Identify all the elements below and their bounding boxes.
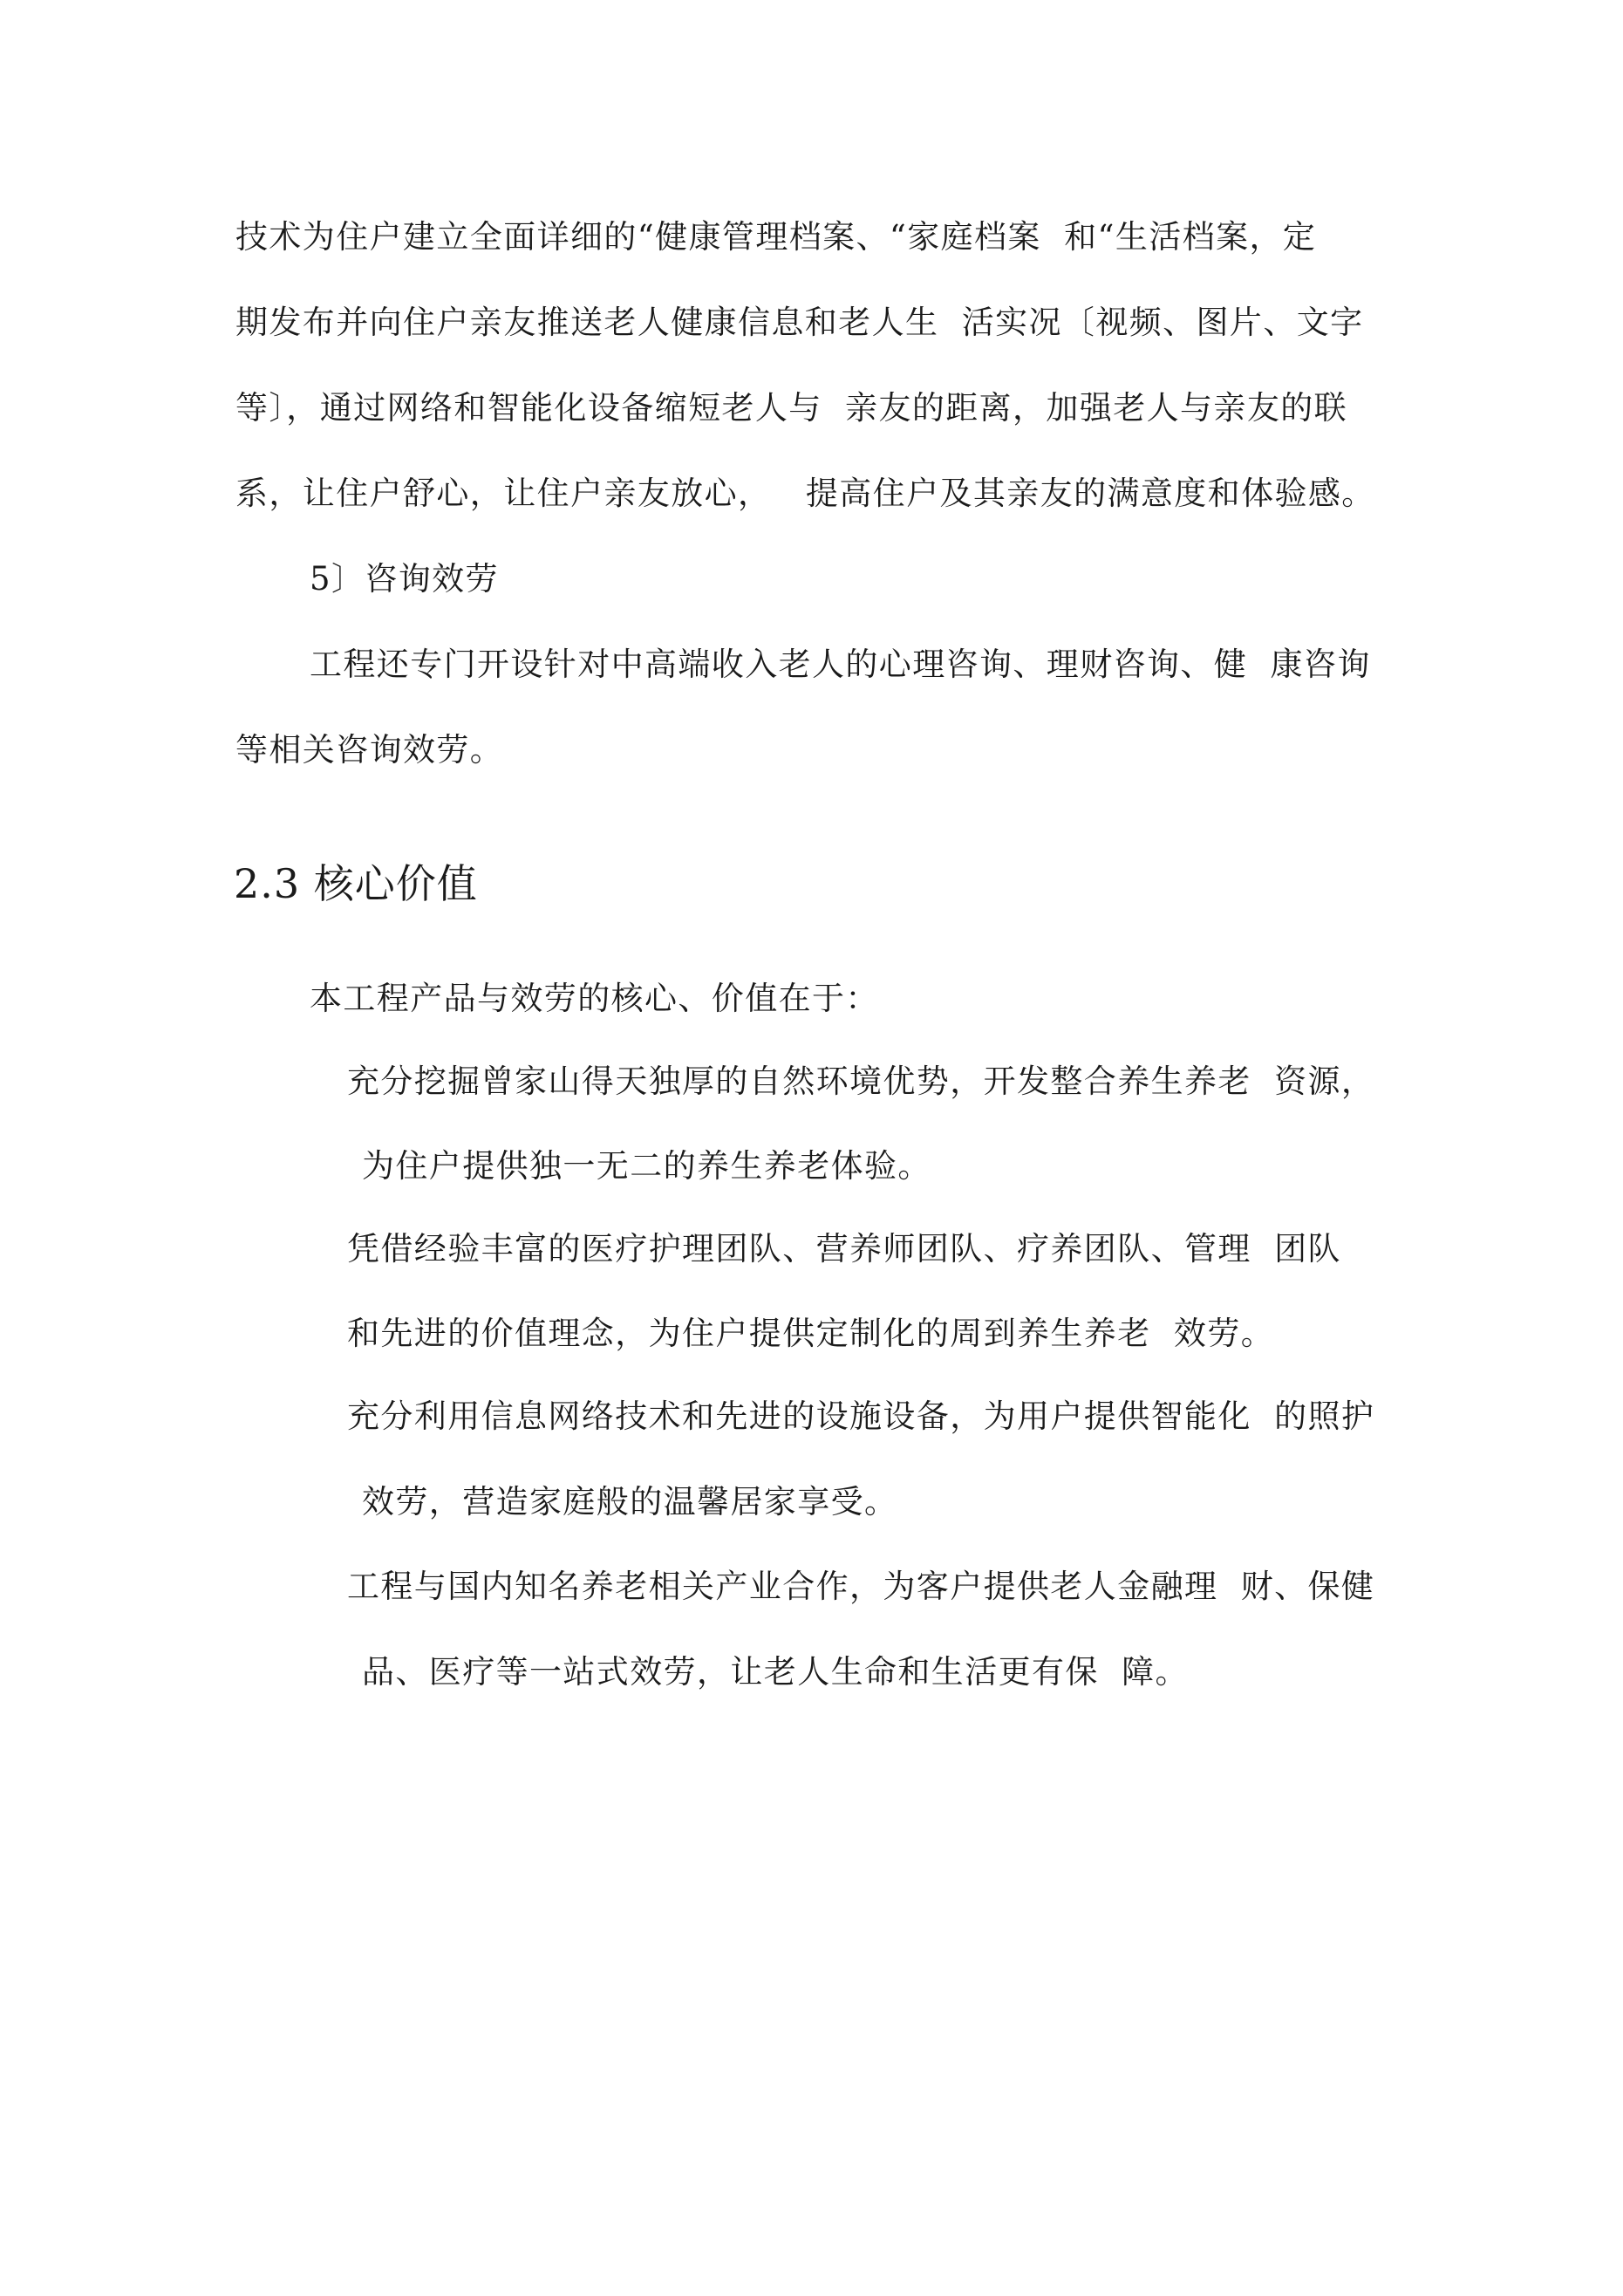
paragraph-intro-line-3: 等〕，通过网络和智能化设备缩短老人与 亲友的距离，加强老人与亲友的联 — [235, 389, 1348, 427]
core-value-item-1-line-1: 充分挖掘曾家山得天独厚的自然环境优势，开发整合养生养老 资源， — [347, 1063, 1375, 1100]
core-value-item-3-line-1: 充分利用信息网络技术和先进的设施设备，为用户提供智能化 的照护 — [347, 1397, 1375, 1435]
section-2-3-intro: 本工程产品与效劳的核心、价值在于： — [310, 980, 879, 1017]
subsection-5-line-2: 等相关咨询效劳。 — [235, 731, 504, 769]
core-value-item-4-line-2: 品、医疗等一站式效劳，让老人生命和生活更有保 障。 — [362, 1653, 1189, 1691]
core-value-item-4-line-1: 工程与国内知名养老相关产业合作，为客户提供老人金融理 财、保健 — [347, 1568, 1375, 1605]
subsection-5-line-1: 工程还专门开设针对中高端收入老人的心理咨询、理财咨询、健 康咨询 — [310, 646, 1371, 683]
subsection-5-title: 5〕咨询效劳 — [310, 560, 499, 598]
section-heading-2-3: 2.3 核心价值 — [234, 860, 478, 907]
core-value-item-1-line-2: 为住户提供独一无二的养生养老体验。 — [362, 1147, 931, 1185]
core-value-item-2-line-1: 凭借经验丰富的医疗护理团队、营养师团队、疗养团队、管理 团队 — [347, 1230, 1341, 1268]
paragraph-intro-line-1: 技术为住户建立全面详细的“健康管理档案、“家庭档案 和“生活档案，定 — [235, 218, 1317, 256]
core-value-item-2-line-2: 和先进的价值理念，为住户提供定制化的周到养生养老 效劳。 — [347, 1315, 1275, 1352]
core-value-item-3-line-2: 效劳，营造家庭般的温馨居家享受。 — [362, 1483, 898, 1520]
paragraph-intro-line-4: 系，让住户舒心，让住户亲友放心， 提高住户及其亲友的满意度和体验感。 — [235, 475, 1375, 512]
paragraph-intro-line-2: 期发布并向住户亲友推送老人健康信息和老人生 活实况〔视频、图片、文字 — [235, 304, 1364, 341]
